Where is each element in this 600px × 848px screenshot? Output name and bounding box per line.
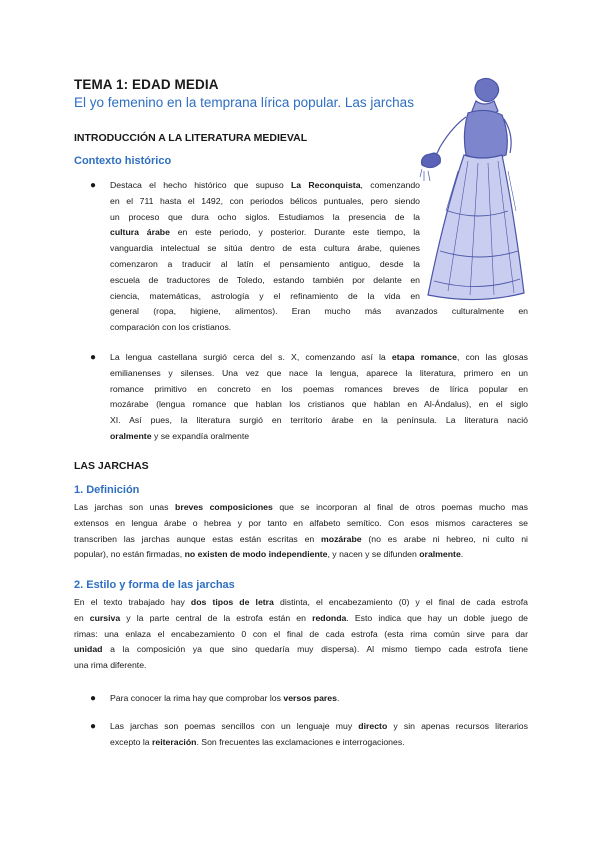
text-line: La lengua castellana surgió cerca del s. X, comenzando así la etapa romance, con las glosas bbox=[110, 352, 528, 362]
text-line: oralmente y se expandía oralmente bbox=[110, 430, 250, 441]
text-line: emilianenses y silenses. Una vez que nace la lengua, aparece la literatura, primero en un bbox=[110, 367, 528, 378]
text-line: un proceso que dura ocho siglos. Estudiamos la presencia de la bbox=[110, 211, 420, 222]
text-line: excepto la reiteración. Son frecuentes las exclamaciones e interrogaciones. bbox=[110, 736, 405, 747]
text-line: Las jarchas son poemas sencillos con un lenguaje muy directo y sin apenas recursos literarios bbox=[110, 721, 528, 731]
page-title: TEMA 1: EDAD MEDIA bbox=[74, 77, 219, 92]
bullet-3-paragraph bbox=[110, 691, 528, 707]
bullet-1-paragraph bbox=[110, 178, 420, 304]
text-line: vanguardia intelectual se sitúa dentro de esta cultura árabe, quienes bbox=[110, 243, 420, 254]
bullet-marker: ● bbox=[90, 693, 97, 704]
text-line: comparación con los cristianos. bbox=[110, 321, 232, 332]
definicion-paragraph bbox=[74, 500, 528, 563]
definicion-heading: 1. Definición bbox=[74, 484, 140, 496]
bullet-1-paragraph-cont bbox=[110, 304, 528, 336]
text-line: en el 711 hasta el 1492, con periodos bélicos puntuales, pero siendo bbox=[110, 195, 420, 206]
page-subtitle: El yo femenino en la temprana lírica popular. Las jarchas bbox=[74, 95, 414, 110]
bullet-marker: ● bbox=[90, 180, 97, 191]
jarchas-heading: LAS JARCHAS bbox=[74, 460, 149, 472]
woman-watering-illustration bbox=[418, 71, 530, 307]
text-line: unidad a la composición ya que sino quedaría muy dispersa). Al mismo tiempo cada estrofa tiene bbox=[74, 644, 528, 655]
contexto-heading: Contexto histórico bbox=[74, 155, 172, 167]
text-line: cultura árabe en este periodo, y posterior. Durante este tiempo, la bbox=[110, 227, 420, 238]
text-line: una rima diferente. bbox=[74, 660, 147, 671]
intro-heading: INTRODUCCIÓN A LA LITERATURA MEDIEVAL bbox=[74, 132, 308, 144]
bullet-marker: ● bbox=[90, 352, 97, 363]
text-line: rimas: una enlaza el encabezamiento 0 con el final de cada estrofa (esta rima común sirve para dar bbox=[74, 628, 528, 639]
text-line: en cursiva y la parte central de la estrofa están en redonda. Esto indica que hay un doble juego de bbox=[74, 612, 528, 623]
bullet-4-paragraph bbox=[110, 719, 528, 751]
estilo-heading: 2. Estilo y forma de las jarchas bbox=[74, 579, 235, 591]
estilo-paragraph bbox=[74, 595, 528, 674]
text-line: Las jarchas son unas breves composiciones que se incorporan al final de otros poemas mucho mas bbox=[74, 502, 528, 512]
bullet-2-paragraph bbox=[110, 350, 528, 445]
text-line: transcriben las jarchas aunque estas están escritas en mozárabe (no es arabe ni hebreo, ni culto ni bbox=[74, 533, 528, 544]
text-line: popular), no están firmadas, no existen de modo independiente, y nacen y se difunden oralmente. bbox=[74, 549, 464, 560]
text-line: extensos en lengua árabe o hebrea y por tanto en alfabeto semítico. Con esos mismos caracteres se bbox=[74, 517, 528, 528]
text-line: En el texto trabajado hay dos tipos de letra distinta, el encabezamiento (0) y el final de cada estrofa bbox=[74, 597, 528, 607]
text-line: ciencia, matemáticas, astrología y el refinamiento de la vida en bbox=[110, 290, 420, 301]
text-line: escuela de traductores de Toledo, estando también por delante en bbox=[110, 274, 420, 285]
text-line: comenzaron a traducir al latín el pensamiento antiguo, desde la bbox=[110, 258, 420, 269]
bullet-marker: ● bbox=[90, 721, 97, 732]
text-line: romance primitivo en concreto en los poemas romances breves de lírica popular en bbox=[110, 383, 528, 394]
text-line: general (ropa, higiene, alimentos). Eran mucho más avanzados culturalmente en bbox=[110, 306, 528, 316]
text-line: Para conocer la rima hay que comprobar los versos pares. bbox=[110, 693, 340, 703]
text-line: mozárabe (lengua romance que hablan los cristianos que hablan en Al-Ándalus), en el siglo bbox=[110, 399, 528, 410]
text-line: XI. Así pues, la literatura surgió en territorio árabe en la península. La literatura nació bbox=[110, 415, 528, 426]
text-line: Destaca el hecho histórico que supuso La Reconquista, comenzando bbox=[110, 180, 420, 190]
